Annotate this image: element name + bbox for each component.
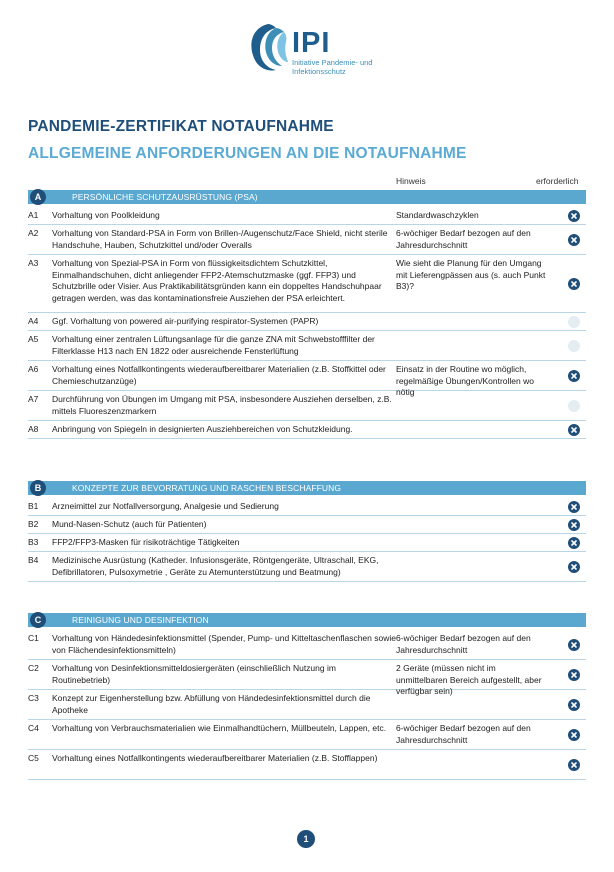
required-x-icon xyxy=(568,234,580,246)
requirement-row xyxy=(28,516,586,534)
requirement-code: B3 xyxy=(28,537,39,547)
requirement-text: Vorhaltung einer zentralen Lüftungsanlage für die ganze ZNA mit Schwebstofffilter der Filterklasse H13 nach EN 1822 oder ausreichende Fensterlüftung xyxy=(52,334,375,356)
requirement-code: A2 xyxy=(28,228,39,238)
required-marker xyxy=(568,519,580,531)
required-marker xyxy=(568,669,580,681)
required-marker xyxy=(568,210,580,222)
requirement-text: Konzept zur Eigenherstellung bzw. Abfüllung von Händedesinfektionsmittel durch die Apotheke xyxy=(52,693,371,715)
requirement-row xyxy=(28,498,586,516)
required-marker xyxy=(568,729,580,741)
required-x-icon xyxy=(568,210,580,222)
required-x-icon xyxy=(568,278,580,290)
required-x-icon xyxy=(568,501,580,513)
requirement-code: C2 xyxy=(28,663,39,673)
requirement-row xyxy=(28,421,586,439)
requirement-code: C1 xyxy=(28,633,39,643)
section-title: REINIGUNG UND DESINFEKTION xyxy=(72,615,209,625)
requirement-hint: Standardwaschzyklen xyxy=(396,210,479,220)
requirement-row xyxy=(28,660,586,696)
requirement-row xyxy=(28,361,586,397)
required-x-icon xyxy=(568,519,580,531)
requirement-text: Vorhaltung von Standard-PSA in Form von Brillen-/Augenschutz/Face Shield, nicht sterile Handschuhe, Hauben, Schutzkittel und/oder Overalls xyxy=(52,228,388,250)
required-x-icon xyxy=(568,424,580,436)
section-badge: B xyxy=(30,480,46,496)
required-marker xyxy=(568,537,580,549)
required-marker xyxy=(568,639,580,651)
requirement-row xyxy=(28,690,586,720)
requirement-hint: 6-wöchiger Bedarf bezogen auf den Jahresdurchschnitt xyxy=(396,633,531,655)
logo-name: IPI xyxy=(292,27,331,59)
required-x-icon xyxy=(568,669,580,681)
requirement-code: A7 xyxy=(28,394,39,404)
section-title: KONZEPTE ZUR BEVORRATUNG UND RASCHEN BESCHAFFUNG xyxy=(72,483,342,493)
required-marker xyxy=(568,278,580,290)
requirement-code: A3 xyxy=(28,258,39,268)
requirement-text: Vorhaltung eines Notfallkontingents wiederaufbereitbarer Materialien (z.B. Stofflappen) xyxy=(52,753,378,763)
required-marker xyxy=(568,759,580,771)
required-x-icon xyxy=(568,639,580,651)
required-marker xyxy=(568,370,580,382)
requirement-hint: Einsatz in der Routine wo möglich, regelmäßige Übungen/Kontrollen wo nötig xyxy=(396,364,534,397)
requirement-row xyxy=(28,630,586,660)
requirement-hint: 2 Geräte (müssen nicht im unmittelbaren Bereich aufgestellt, aber verfügbar sein) xyxy=(396,663,542,696)
requirement-code: C5 xyxy=(28,753,39,763)
page-subtitle: ALLGEMEINE ANFORDERUNGEN AN DIE NOTAUFNAHME xyxy=(28,145,467,162)
requirement-code: A4 xyxy=(28,316,39,326)
requirement-row xyxy=(28,534,586,552)
requirement-text: Ggf. Vorhaltung von powered air-purifying respirator-Systemen (PAPR) xyxy=(52,316,319,326)
required-x-icon xyxy=(568,699,580,711)
requirement-row xyxy=(28,207,586,225)
required-x-icon xyxy=(568,759,580,771)
required-marker xyxy=(568,424,580,436)
requirement-code: A8 xyxy=(28,424,39,434)
section-header xyxy=(28,613,586,627)
section-badge: C xyxy=(30,612,46,628)
requirement-code: A6 xyxy=(28,364,39,374)
not-required-marker xyxy=(568,340,580,352)
section-title: PERSÖNLICHE SCHUTZAUSRÜSTUNG (PSA) xyxy=(72,192,258,202)
requirement-row xyxy=(28,391,586,421)
requirement-text: Anbringung von Spiegeln in designierten Ausziehbereichen von Schutzkleidung. xyxy=(52,424,353,434)
requirement-row xyxy=(28,225,586,255)
requirement-text: Durchführung von Übungen im Umgang mit PSA, insbesondere Ausziehen derselben, z.B. mittels Fluoreszenzmarkern xyxy=(52,394,392,416)
requirement-text: FFP2/FFP3-Masken für risikoträchtige Tätigkeiten xyxy=(52,537,240,547)
section-header xyxy=(28,190,586,204)
page-title: PANDEMIE-ZERTIFIKAT NOTAUFNAHME xyxy=(28,118,334,135)
column-header-hinweis: Hinweis xyxy=(396,176,426,186)
requirement-code: C4 xyxy=(28,723,39,733)
requirement-hint: 6-wöchiger Bedarf bezogen auf den Jahresdurchschnitt xyxy=(396,723,531,745)
requirement-hint: Wie sieht die Planung für den Umgang mit Lieferengpässen aus (s. auch Punkt B3)? xyxy=(396,258,546,291)
requirement-row xyxy=(28,255,586,313)
requirement-row xyxy=(28,552,586,582)
not-required-marker xyxy=(568,316,580,328)
requirement-row xyxy=(28,720,586,750)
requirement-code: A1 xyxy=(28,210,39,220)
requirement-code: B4 xyxy=(28,555,39,565)
column-header-erforderlich: erforderlich xyxy=(536,176,579,186)
not-required-marker xyxy=(568,400,580,412)
requirement-code: A5 xyxy=(28,334,39,344)
requirement-text: Vorhaltung von Desinfektionsmitteldosiergeräten (einschließlich Nutzung im Routinebetrieb) xyxy=(52,663,336,685)
requirement-hint: 6-wöchiger Bedarf bezogen auf den Jahresdurchschnitt xyxy=(396,228,531,250)
section-header xyxy=(28,481,586,495)
requirement-text: Vorhaltung von Poolkleidung xyxy=(52,210,160,220)
requirement-text: Vorhaltung eines Notfallkontingents wiederaufbereitbarer Materialien (z.B. Stoffkittel oder Chemieschutzanzüge) xyxy=(52,364,386,386)
requirement-text: Arzneimittel zur Notfallversorgung, Analgesie und Sedierung xyxy=(52,501,279,511)
section-badge: A xyxy=(30,189,46,205)
page-number: 1 xyxy=(297,830,315,848)
requirement-row xyxy=(28,750,586,780)
ipi-logo xyxy=(246,22,386,82)
requirement-row xyxy=(28,313,586,331)
requirement-text: Mund-Nasen-Schutz (auch für Patienten) xyxy=(52,519,207,529)
requirement-text: Vorhaltung von Spezial-PSA in Form von flüssigkeitsdichtem Schutzkittel, Einmalhandschuhen, dicht anliegender FFP2-Atemschutzmaske (ggf. FFP3) und Schutzbrille oder Visier. Aus Praktikabilitätsgründen kann ein doppeltes Handschuhpaar getragen werden, was das kontaminationsfreie Ausziehen der PSA erleichtert. xyxy=(52,258,382,303)
requirement-row xyxy=(28,331,586,361)
required-marker xyxy=(568,501,580,513)
requirement-text: Medizinische Ausrüstung (Katheder. Infusionsgeräte, Röntgengeräte, Ultraschall, EKG, Defibrillatoren, Pulsoxymetrie , Geräte zu Atemunterstützung und Beatmung) xyxy=(52,555,379,577)
required-marker xyxy=(568,699,580,711)
required-x-icon xyxy=(568,537,580,549)
requirement-code: B1 xyxy=(28,501,39,511)
required-x-icon xyxy=(568,370,580,382)
requirement-code: B2 xyxy=(28,519,39,529)
required-marker xyxy=(568,234,580,246)
requirement-code: C3 xyxy=(28,693,39,703)
required-x-icon xyxy=(568,729,580,741)
logo-subtitle: Initiative Pandemie- und Infektionsschutz xyxy=(292,58,373,76)
required-marker xyxy=(568,561,580,573)
requirement-text: Vorhaltung von Händedesinfektionsmittel (Spender, Pump- und Kitteltaschenflaschen sowie von Flächendesinfektionsmitteln) xyxy=(52,633,396,655)
required-x-icon xyxy=(568,561,580,573)
requirement-text: Vorhaltung von Verbrauchsmaterialien wie Einmalhandtüchern, Müllbeuteln, Lappen, etc. xyxy=(52,723,387,733)
shell-icon xyxy=(246,22,290,74)
